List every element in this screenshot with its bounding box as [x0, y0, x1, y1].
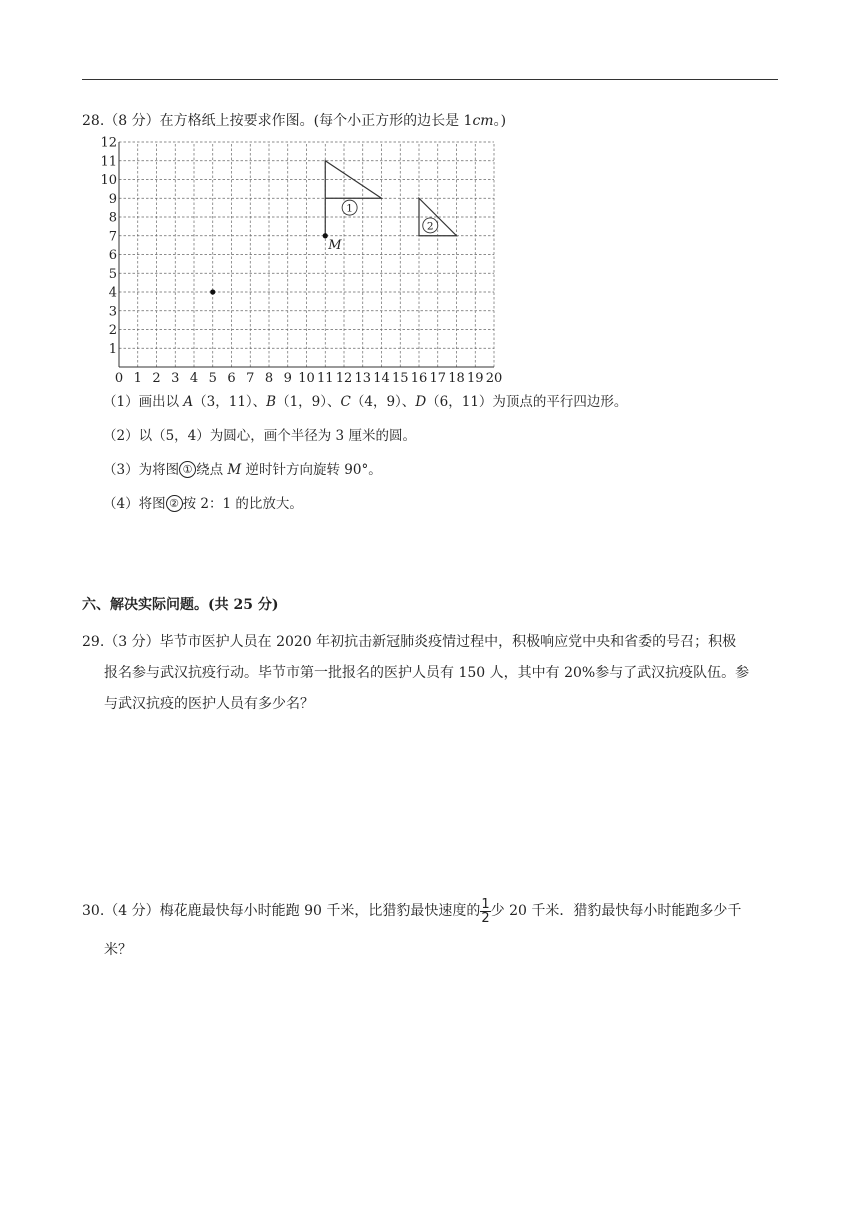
figure-2-label-text: 2 [426, 220, 434, 233]
x-tick-label: 3 [171, 371, 180, 386]
question-number: 28. [82, 113, 105, 129]
y-tick-label: 11 [100, 154, 117, 170]
y-tick-label: 1 [108, 341, 117, 357]
y-tick-label: 4 [108, 285, 117, 301]
coordinate-grid [0, 0, 860, 400]
vertex-b-coord: （1，9）、 [276, 394, 341, 410]
x-tick-label: 10 [298, 371, 315, 386]
sub3-text-c: 逆时针方向旋转 90°。 [241, 462, 382, 478]
question-points: （8 分） [104, 113, 160, 129]
y-tick-label: 8 [108, 210, 117, 226]
q30-text-b: 少 20 千米．猎豹最快每小时能跑多少千 [490, 903, 742, 919]
x-tick-label: 18 [448, 371, 465, 386]
q30-line-1 [82, 896, 782, 927]
sub4-text-b: 按 2：1 的比放大。 [182, 496, 303, 512]
vertex-a-coord: （3，11）、 [193, 394, 267, 410]
sub4-text-a: （4）将图 [103, 496, 166, 512]
y-tick-label: 2 [108, 323, 117, 338]
vertex-a: A [183, 394, 194, 410]
x-tick-label: 8 [264, 371, 274, 386]
q30-line-2: 米？ [104, 942, 132, 958]
y-tick-label: 9 [108, 191, 117, 207]
unit-cm: cm [472, 113, 494, 129]
sub3-text-a: （3）为将图 [103, 462, 180, 478]
figure-2-label [423, 218, 438, 233]
vertex-d-coord: （6，11）为顶点的平行四边形。 [426, 394, 628, 410]
y-tick-label: 3 [108, 304, 117, 320]
section-heading: 六、解决实际问题。(共 25 分) [82, 597, 279, 613]
x-tick-label: 20 [485, 371, 503, 386]
x-tick-label: 6 [227, 371, 236, 386]
question-text-end: 。) [493, 113, 507, 129]
x-tick-label: 13 [354, 371, 372, 386]
x-tick-label: 4 [189, 371, 199, 386]
x-tick-label: 11 [316, 371, 334, 386]
fraction-numerator: 1 [481, 896, 490, 912]
point-m-ref: M [227, 462, 242, 478]
x-tick-label: 7 [246, 371, 255, 386]
vertex-b: B [266, 394, 277, 410]
sub3-text-b: 绕点 [196, 462, 228, 478]
point-m [323, 233, 328, 238]
x-tick-label: 2 [152, 371, 161, 386]
x-tick-label: 5 [208, 371, 217, 386]
q29-line-1: 29.（3 分）毕节市医护人员在 2020 年初抗击新冠肺炎疫情过程中，积极响应党中央和省委的号召；积极 [82, 634, 737, 650]
x-tick-label: 14 [373, 371, 390, 386]
sub-question-4 [103, 494, 303, 514]
x-tick-label: 16 [410, 371, 428, 386]
question-30 [82, 896, 782, 966]
figure-2-mark: ② [166, 495, 183, 512]
vertex-c: C [340, 394, 351, 410]
q30-text-a: 30.（4 分）梅花鹿最快每小时能跑 90 千米，比猎豹最快速度的 [82, 903, 481, 919]
figure-1-label-text: 1 [346, 202, 353, 215]
y-tick-label: 12 [100, 135, 117, 151]
x-tick-label: 12 [335, 371, 353, 386]
sub-question-3 [103, 460, 382, 480]
fraction-one-half [480, 898, 490, 925]
q29-line-3: 与武汉抗疫的医护人员有多少名？ [104, 696, 314, 712]
sub1-prefix: （1）画出以 [103, 394, 184, 410]
vertex-c-coord: （4，9）、 [350, 394, 416, 410]
y-tick-label: 5 [108, 266, 117, 282]
x-tick-label: 15 [391, 371, 409, 386]
point-m-label: M [328, 237, 342, 253]
x-tick-label: 9 [283, 371, 292, 386]
x-tick-label: 1 [133, 371, 142, 386]
question-29 [82, 627, 782, 720]
y-tick-label: 7 [108, 229, 117, 245]
question-text: 在方格纸上按要求作图。(每个小正方形的边长是 1 [159, 113, 473, 129]
x-tick-label: 17 [429, 371, 447, 386]
center-dot [210, 289, 215, 294]
x-tick-label: 0 [114, 371, 124, 386]
vertex-d: D [415, 394, 427, 410]
fraction-denominator: 2 [481, 910, 490, 926]
y-tick-label: 10 [100, 173, 117, 188]
sub-question-1 [103, 392, 627, 412]
figure-1-label [342, 200, 357, 215]
y-tick-label: 6 [108, 248, 117, 263]
x-tick-label: 19 [466, 371, 484, 386]
sub-question-2: （2）以（5，4）为圆心，画个半径为 3 厘米的圆。 [103, 428, 416, 444]
figure-1-mark: ① [179, 461, 196, 478]
q29-line-2: 报名参与武汉抗疫行动。毕节市第一批报名的医护人员有 150 人，其中有 20%参与了武汉抗疫队伍。参 [104, 665, 750, 681]
